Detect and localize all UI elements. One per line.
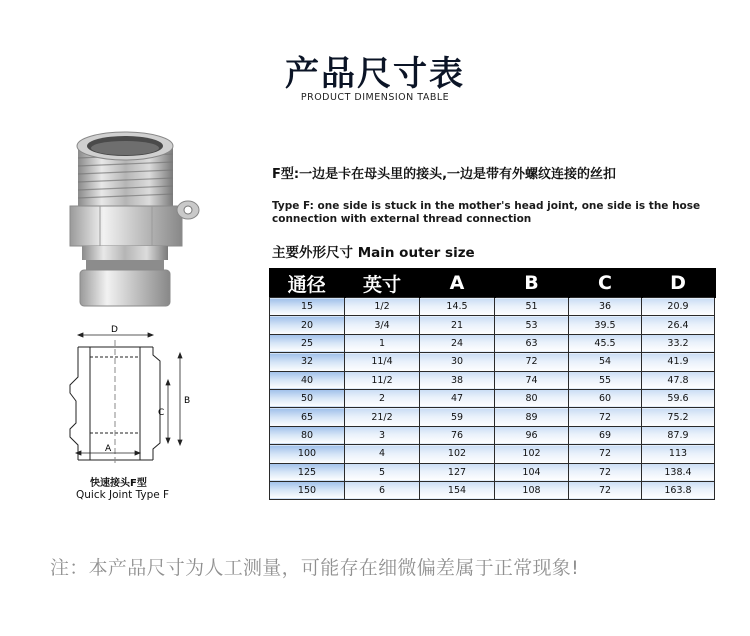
- table-cell: 127: [420, 463, 495, 481]
- table-cell: 47: [420, 389, 495, 407]
- table-cell: 33.2: [642, 334, 715, 352]
- table-cell: 41.9: [642, 353, 715, 371]
- drawing-label-d: D: [111, 325, 118, 335]
- table-cell: 108: [495, 481, 569, 499]
- table-cell: 113: [642, 445, 715, 463]
- table-cell: 45.5: [569, 334, 642, 352]
- table-cell: 4: [345, 445, 420, 463]
- table-cell: 102: [495, 445, 569, 463]
- table-cell: 50: [270, 389, 345, 407]
- table-cell: 39.5: [569, 316, 642, 334]
- table-cell: 38: [420, 371, 495, 389]
- table-cell: 53: [495, 316, 569, 334]
- table-cell: 21/2: [345, 408, 420, 426]
- table-row: [270, 408, 715, 426]
- table-cell: 55: [569, 371, 642, 389]
- table-cell: 72: [569, 445, 642, 463]
- table-cell: 72: [569, 481, 642, 499]
- table-row: [270, 445, 715, 463]
- table-cell: 65: [270, 408, 345, 426]
- table-cell: 3/4: [345, 316, 420, 334]
- table-cell: 163.8: [642, 481, 715, 499]
- footer-note: 注：本产品尺寸为人工测量，可能存在细微偏差属于正常现象!: [50, 557, 580, 579]
- table-cell: 150: [270, 481, 345, 499]
- table-header-row: [270, 269, 715, 298]
- table-cell: 80: [270, 426, 345, 444]
- page-subtitle: PRODUCT DIMENSION TABLE: [300, 92, 450, 103]
- table-header-cell: A: [420, 269, 495, 298]
- type-description-en: Type F: one side is stuck in the mother's head joint, one side is the hose connection with external thread connection: [272, 200, 701, 225]
- table-cell: 14.5: [420, 298, 495, 316]
- table-cell: 36: [569, 298, 642, 316]
- table-row: [270, 389, 715, 407]
- table-row: [270, 316, 715, 334]
- table-row: [270, 353, 715, 371]
- table-cell: 80: [495, 389, 569, 407]
- drawing-label-b: B: [184, 396, 191, 406]
- table-cell: 59: [420, 408, 495, 426]
- table-cell: 154: [420, 481, 495, 499]
- table-header-cell: 英寸: [345, 269, 420, 298]
- drawing-label-a: A: [105, 444, 112, 454]
- table-header-cell: C: [569, 269, 642, 298]
- table-cell: 72: [569, 463, 642, 481]
- table-cell: 15: [270, 298, 345, 316]
- table-cell: 63: [495, 334, 569, 352]
- table-cell: 2: [345, 389, 420, 407]
- table-row: [270, 298, 715, 316]
- main-size-label: 主要外形尺寸 Main outer size: [272, 245, 475, 261]
- table-cell: 47.8: [642, 371, 715, 389]
- table-cell: 21: [420, 316, 495, 334]
- table-row: [270, 481, 715, 499]
- table-cell: 11/4: [345, 353, 420, 371]
- table-cell: 26.4: [642, 316, 715, 334]
- table-cell: 89: [495, 408, 569, 426]
- table-cell: 20.9: [642, 298, 715, 316]
- table-cell: 11/2: [345, 371, 420, 389]
- cross-section-drawing-icon: [58, 325, 208, 470]
- drawing-caption-cn: 快速接头F型: [90, 478, 147, 489]
- table-row: [270, 334, 715, 352]
- table-header-cell: 通径: [270, 269, 345, 298]
- table-cell: 25: [270, 334, 345, 352]
- table-cell: 60: [569, 389, 642, 407]
- table-cell: 59.6: [642, 389, 715, 407]
- table-cell: 125: [270, 463, 345, 481]
- dimension-table: [269, 268, 716, 500]
- table-cell: 5: [345, 463, 420, 481]
- table-cell: 1/2: [345, 298, 420, 316]
- table-header-cell: D: [642, 269, 715, 298]
- drawing-caption-en: Quick Joint Type F: [76, 489, 170, 501]
- table-cell: 74: [495, 371, 569, 389]
- table-cell: 104: [495, 463, 569, 481]
- table-cell: 1: [345, 334, 420, 352]
- table-cell: 87.9: [642, 426, 715, 444]
- table-cell: 30: [420, 353, 495, 371]
- table-cell: 72: [495, 353, 569, 371]
- table-cell: 40: [270, 371, 345, 389]
- table-cell: 54: [569, 353, 642, 371]
- table-row: [270, 426, 715, 444]
- table-cell: 32: [270, 353, 345, 371]
- table-cell: 102: [420, 445, 495, 463]
- table-row: [270, 371, 715, 389]
- table-cell: 6: [345, 481, 420, 499]
- table-cell: 20: [270, 316, 345, 334]
- camlock-fitting-photo-icon: [60, 128, 210, 318]
- table-cell: 51: [495, 298, 569, 316]
- table-cell: 69: [569, 426, 642, 444]
- table-cell: 100: [270, 445, 345, 463]
- table-row: [270, 463, 715, 481]
- table-cell: 72: [569, 408, 642, 426]
- table-cell: 75.2: [642, 408, 715, 426]
- table-cell: 76: [420, 426, 495, 444]
- drawing-label-c: C: [158, 408, 165, 418]
- type-description-cn: F型:一边是卡在母头里的接头,一边是带有外螺纹连接的丝扣: [272, 167, 617, 182]
- table-cell: 3: [345, 426, 420, 444]
- table-cell: 24: [420, 334, 495, 352]
- table-header-cell: B: [495, 269, 569, 298]
- table-cell: 138.4: [642, 463, 715, 481]
- page-title: 产品尺寸表: [285, 54, 465, 94]
- table-cell: 96: [495, 426, 569, 444]
